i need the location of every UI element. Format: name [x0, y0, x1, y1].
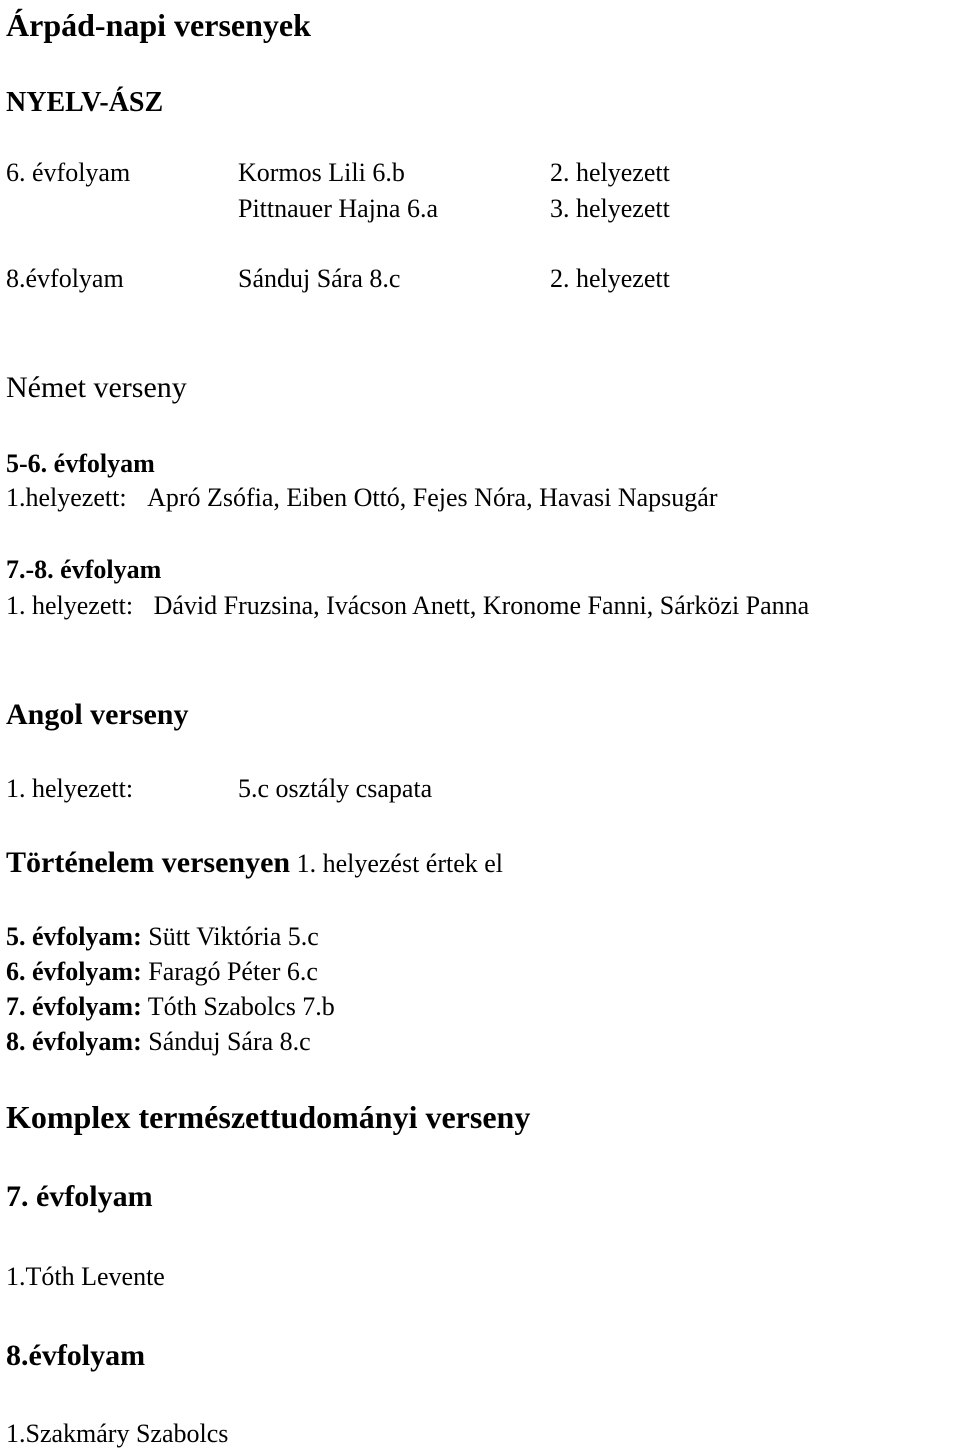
grade: 7. évfolyam:	[6, 992, 142, 1021]
student-name: Kormos Lili 6.b	[238, 158, 405, 187]
student-name: Tóth Szabolcs 7.b	[141, 992, 335, 1021]
tortenelem-suffix: 1. helyezést értek el	[290, 849, 504, 878]
team-name: 5.c osztály csapata	[238, 774, 433, 803]
placement-label: 1. helyezett:	[6, 591, 134, 620]
winner-names: Apró Zsófia, Eiben Ottó, Fejes Nóra, Havasi Napsugár	[147, 483, 718, 512]
student-name: Sütt Viktória 5.c	[141, 922, 319, 951]
grade: 6. évfolyam:	[6, 957, 142, 986]
tortenelem-row	[6, 924, 319, 950]
grade: 5. évfolyam:	[6, 922, 142, 951]
tortenelem-row	[6, 1029, 311, 1055]
student-name: Sánduj Sára 8.c	[238, 264, 401, 293]
tortenelem-heading-line	[6, 848, 503, 878]
nemet-grade: 5-6. évfolyam	[6, 449, 155, 478]
komplex-grade: 7. évfolyam	[6, 1180, 153, 1213]
page-title: Árpád-napi versenyek	[6, 7, 311, 43]
tortenelem-heading: Történelem versenyen	[6, 846, 291, 879]
nemet-result	[6, 593, 809, 619]
placement-label: 1. helyezett:	[6, 774, 134, 803]
student-name: Pittnauer Hajna 6.a	[238, 194, 438, 223]
komplex-grade: 8.évfolyam	[6, 1339, 146, 1372]
nyelvasz-row	[0, 196, 960, 226]
nyelvasz-row	[0, 160, 960, 190]
angol-heading: Angol verseny	[6, 698, 189, 731]
tortenelem-row	[6, 994, 335, 1020]
grade: 8.évfolyam	[6, 264, 124, 293]
komplex-winner: 1.Tóth Levente	[6, 1262, 165, 1291]
nemet-result	[6, 485, 717, 511]
nyelvasz-row	[0, 266, 960, 296]
placement: 3. helyezett	[550, 194, 670, 223]
student-name: Faragó Péter 6.c	[141, 957, 318, 986]
grade: 6. évfolyam	[6, 158, 131, 187]
komplex-winner: 1.Szakmáry Szabolcs	[6, 1419, 229, 1448]
grade: 8. évfolyam:	[6, 1027, 142, 1056]
placement: 2. helyezett	[550, 158, 670, 187]
winner-names: Dávid Fruzsina, Ivácson Anett, Kronome Fanni, Sárközi Panna	[153, 591, 810, 620]
placement: 2. helyezett	[550, 264, 670, 293]
nemet-heading: Német verseny	[6, 371, 187, 404]
nemet-grade: 7.-8. évfolyam	[6, 555, 162, 584]
komplex-heading: Komplex természettudományi verseny	[6, 1099, 531, 1135]
student-name: Sánduj Sára 8.c	[141, 1027, 311, 1056]
angol-result	[0, 776, 960, 806]
placement-label: 1.helyezett:	[6, 483, 127, 512]
nyelvasz-heading: NYELV-ÁSZ	[6, 87, 164, 118]
tortenelem-row	[6, 959, 318, 985]
